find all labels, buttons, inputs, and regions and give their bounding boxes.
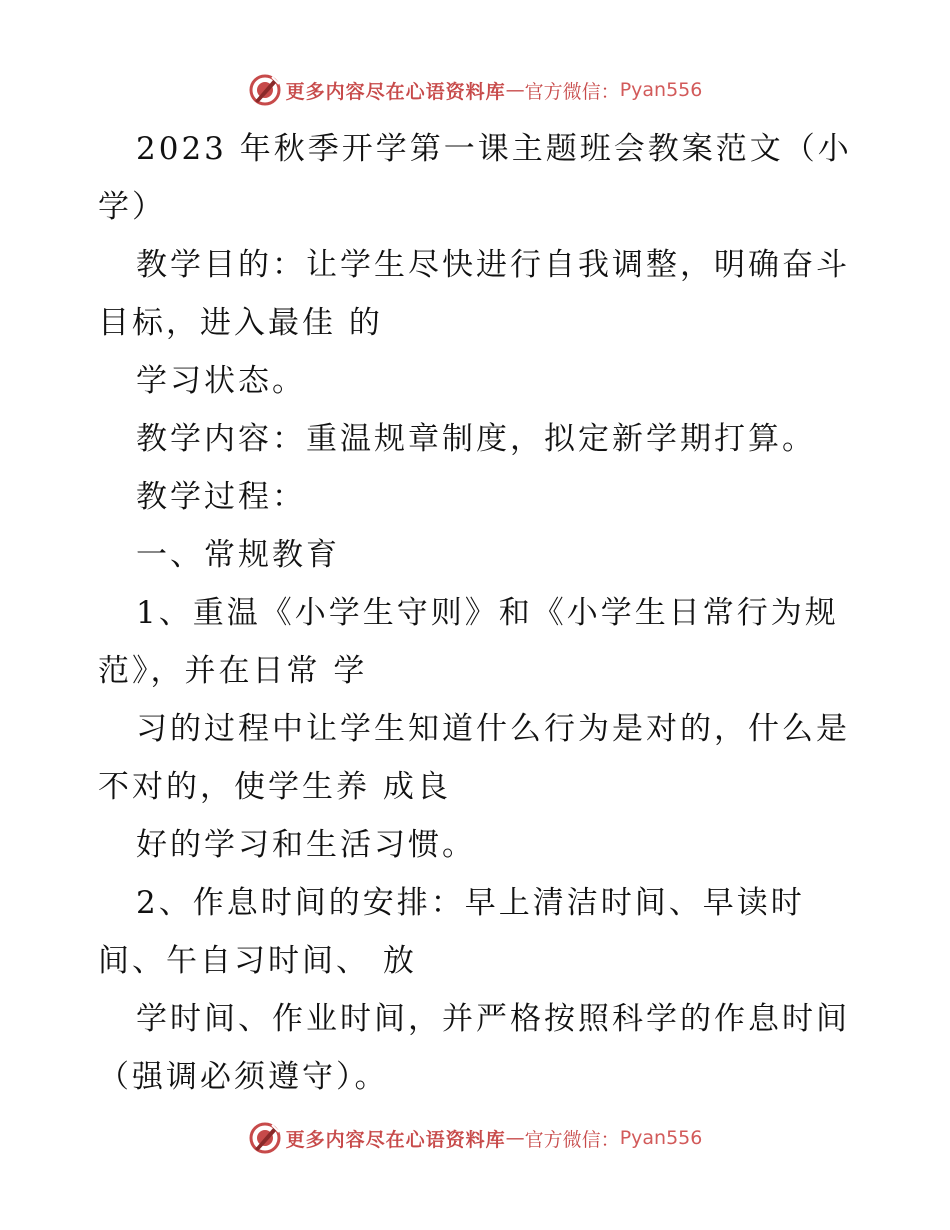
doc-paragraph-line: 习的过程中让学生知道什么行为是对的，什么是 bbox=[136, 711, 850, 747]
doc-paragraph-line: 目标，进入最佳 的 bbox=[98, 305, 383, 341]
doc-paragraph-line: 学时间、作业时间，并严格按照科学的作息时间 bbox=[136, 1001, 850, 1037]
quill-logo-icon bbox=[248, 1121, 282, 1155]
watermark-main-text: 更多内容尽在心语资料库 bbox=[285, 80, 506, 103]
watermark-wechat-label: 官方微信： bbox=[524, 1128, 620, 1151]
watermark-dash: — bbox=[505, 1127, 525, 1149]
doc-paragraph-line: 间、午自习时间、 放 bbox=[98, 943, 417, 979]
doc-paragraph-line: 不对的，使学生养 成良 bbox=[98, 769, 451, 805]
doc-title-line-1: 2023 年秋季开学第一课主题班会教案范文（小 bbox=[136, 131, 852, 167]
watermark-wechat-id: Pyan556 bbox=[619, 1127, 703, 1149]
doc-title-line-2: 学） bbox=[98, 189, 166, 225]
watermark-wechat-label: 官方微信： bbox=[524, 80, 620, 103]
header-watermark bbox=[0, 70, 950, 110]
doc-section-heading: 教学过程： bbox=[136, 479, 306, 515]
doc-paragraph-line: 1、重温《小学生守则》和《小学生日常行为规 bbox=[136, 595, 839, 631]
doc-paragraph-line: （强调必须遵守）。 bbox=[98, 1059, 389, 1095]
doc-paragraph-line: 2、作息时间的安排：早上清洁时间、早读时 bbox=[136, 885, 805, 921]
doc-paragraph-line: 好的学习和生活习惯。 bbox=[136, 827, 476, 863]
watermark-dash: — bbox=[505, 79, 525, 101]
doc-paragraph-line: 教学内容：重温规章制度，拟定新学期打算。 bbox=[136, 421, 816, 457]
watermark-wechat-id: Pyan556 bbox=[619, 79, 703, 101]
doc-paragraph-line: 教学目的：让学生尽快进行自我调整，明确奋斗 bbox=[136, 247, 850, 283]
quill-logo-icon bbox=[248, 73, 282, 107]
document-body bbox=[98, 120, 858, 1106]
watermark-main-text: 更多内容尽在心语资料库 bbox=[285, 1128, 506, 1151]
footer-watermark bbox=[0, 1118, 950, 1158]
doc-paragraph-line: 学习状态。 bbox=[136, 363, 306, 399]
doc-section-heading: 一、常规教育 bbox=[136, 537, 340, 573]
doc-paragraph-line: 范》，并在日常 学 bbox=[98, 653, 368, 689]
